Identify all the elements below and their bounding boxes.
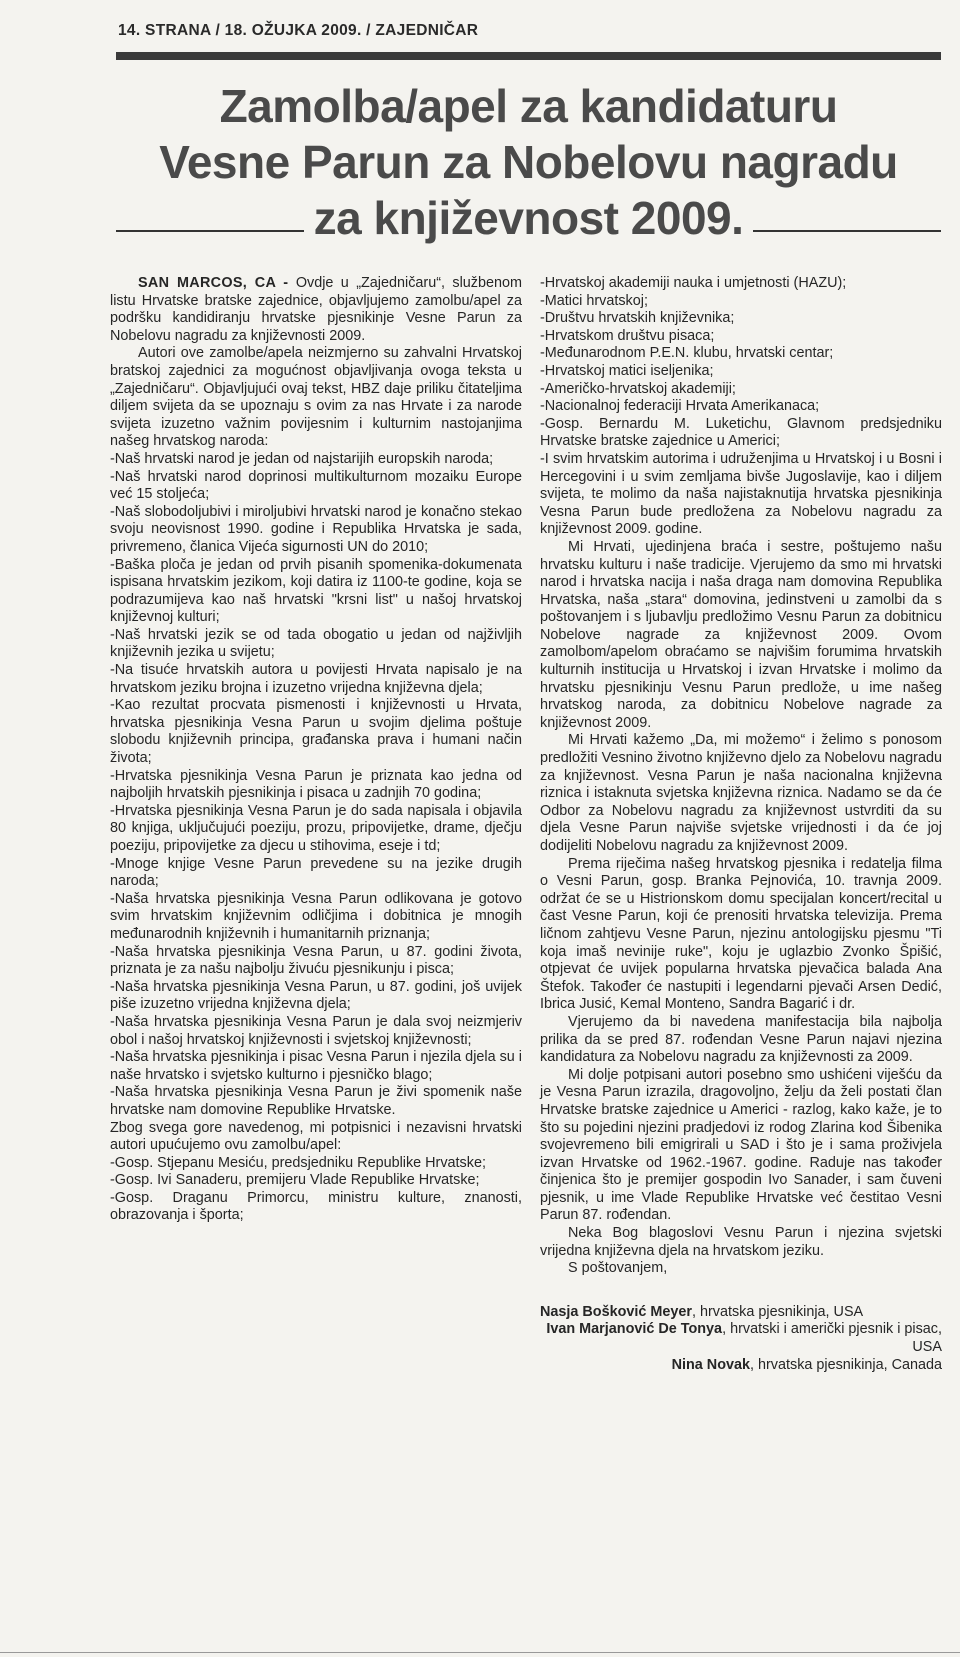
list-item: -Naša hrvatska pjesnikinja Vesna Parun je živi spomenik naše hrvatske nam domovine Republike Hrvatske. — [110, 1084, 522, 1118]
list-item: -Međunarodnom P.E.N. klubu, hrvatski centar; — [540, 345, 834, 362]
left-column — [110, 275, 522, 1225]
list-item: -Naš hrvatski narod doprinosi multikulturnom mozaiku Europe već 15 stoljeća; — [110, 468, 522, 503]
paragraph: SAN MARCOS, CA - Ovdje u „Zajedničaru“, službenom listu Hrvatske bratske zajednice, objavljujemo zamolbu/apel za podršku kandidiranju hrvatske pjesnikinje Vesne Parun za Nobelovu nagradu za književnosti 2009. — [110, 275, 522, 344]
list-item: -Nacionalnoj federaciji Hrvata Amerikanaca; — [540, 398, 820, 415]
list-item: -Naš hrvatski narod je jedan od najstarijih europskih naroda; — [110, 450, 494, 467]
paragraph: Zbog svega gore navedenog, mi potpisnici i nezavisni hrvatski autori upućujemo ovu zamolbu/apel: — [110, 1119, 522, 1154]
signatures — [540, 1304, 942, 1374]
signature-role: , hrvatska pjesnikinja, Canada — [750, 1356, 942, 1373]
paragraph: Autori ove zamolbe/apela neizmjerno su zahvalni Hrvatskoj bratskoj zajednici za mogućnost objavljivanja ovoga teksta u „Zajedničaru“. Objavljujući ovaj tekst, HBZ daje priliku čitateljima diljem svijeta da se upoznaju s ovim za nas Hrvate i za narode svijeta izuzetno važnim povijesnim i kulturnim nastojanjima našeg hrvatskog naroda: — [110, 345, 522, 450]
list-item: -Hrvatska pjesnikinja Vesna Parun je priznata kao jedna od najboljih hrvatskih pjesnikinja i pisaca u zadnjih 70 godina; — [110, 767, 522, 802]
signature — [540, 1321, 942, 1356]
list-item: -Na tisuće hrvatskih autora u povijesti Hrvata napisalo je na hrvatskom jeziku brojna i izuzetno vrijedna književna djela; — [110, 662, 522, 696]
list-item: -Gosp. Stjepanu Mesiću, predsjedniku Republike Hrvatske; — [110, 1154, 486, 1171]
list-item: -Mnoge knjige Vesne Parun prevedene su na jezike drugih naroda; — [110, 855, 522, 890]
list-item: -Kao rezultat procvata pismenosti i književnosti u Hrvata, hrvatska pjesnikinja Vesna Parun u svojim djelima poštuje slobodu književnih principa, građanska prava i humani način života; — [110, 697, 522, 767]
title-line-3: za književnost 2009. — [313, 192, 744, 244]
signature — [540, 1357, 942, 1375]
paragraph: Mi Hrvati kažemo „Da, mi možemo“ i želimo s ponosom predložiti Vesnino životno književno djelo za Nobelovu nagradu za književnost. Vesna Parun je naša nacionalna književna riznica i istaknuta svjetska književna riznica. Nadamo se da će Odbor za Nobelovu nagradu za književnost ustvrditi da su djela Vesne Parun najviše svjetske vrijednosti i da će joj dodijeliti Nobelovu nagradu za književnost 2009. — [540, 732, 942, 854]
closing: S poštovanjem, — [568, 1260, 668, 1277]
right-column — [540, 275, 942, 1374]
title-line-1: Zamolba/apel za kandidaturu — [219, 80, 838, 132]
list-item: -Hrvatskoj akademiji nauka i umjetnosti (HAZU); — [540, 275, 847, 291]
title-line-3-wrap — [116, 190, 941, 246]
list-item: -Gosp. Draganu Primorcu, ministru kulture, znanosti, obrazovanja i športa; — [110, 1189, 522, 1224]
signature-name: Nina Novak — [671, 1356, 751, 1373]
signature-role: , hrvatski i američki pjesnik i pisac, USA — [722, 1321, 942, 1356]
title-rule-left — [116, 230, 304, 232]
list-item: -Gosp. Bernardu M. Luketichu, Glavnom predsjedniku Hrvatske bratske zajednice u Americi; — [540, 415, 942, 450]
list-item: -Naš slobodoljubivi i miroljubivi hrvatski narod je konačno stekao svoju neovisnost 1990. godine i Republika Hrvatska je sada, privremeno, članica Vijeća sigurnosti UN do 2010; — [110, 503, 522, 555]
paragraph: Vjerujemo da bi navedena manifestacija bila najbolja prilika da se pred 87. rođendan Vesne Parun najavi njezina kandidatura za Nobelovu nagradu za književnosti za 2009. — [540, 1013, 942, 1066]
list-item: -Hrvatska pjesnikinja Vesna Parun je do sada napisala i objavila 80 knjiga, uključujući poeziju, prozu, pripovijetke, drame, dječju poeziju, pripovijetke za djecu u stihovima, eseje i td; — [110, 802, 522, 854]
page-header: 14. STRANA / 18. OŽUJKA 2009. / ZAJEDNIČAR — [118, 22, 479, 39]
paragraph: Prema riječima našeg hrvatskog pjesnika i redatelja filma o Vesni Parun, gosp. Branka Pejnovića, 10. travnja 2009. održat će se u Histrionskom domu specijalan koncert/recital u čast Vesne Parun, koji će prenositi hrvatska televizija. Prema ličnom zahtjevu Vesne Parun, njezinu antologijsku pjesmu "Ti koja imaš nevinije ruke", koju je uglazbio Zvonko Špišić, otpjevat će uvijek popularna hrvatska pjevačica balada Ana Štefok. Također će nastupiti i legendarni pjevači Arsen Dedić, Ibrica Jusić, Kemal Monteno, Sandra Bagarić i dr. — [540, 855, 942, 1013]
header-rule — [116, 52, 941, 60]
list-item: -Hrvatskom društvu pisaca; — [540, 327, 715, 344]
signature — [540, 1304, 942, 1322]
dateline: SAN MARCOS, CA - — [138, 275, 289, 291]
paragraph: Mi Hrvati, ujedinjena braća i sestre, poštujemo našu hrvatsku kulturu i naše tradicije. Vjerujemo da smo mi hrvatski narod i hrvatska nacija i naša draga nam domovina Republika Hrvatska, naša „stara“ domovina, jedinstveni u zamolbi da s poštovanjem i s ljubavlju predložimo Vesnu Parun za dobitnicu Nobelove nagrade za književnost 2009. Ovom zamolbom/apelom obraćamo se najvišim forumima hrvatskih kulturnih institucija u Hrvatskoj i izvan Hrvatske i molimo da hrvatsku pjesnikinju Vesnu Parun predlože, u ime našeg hrvatskog naroda, za dobitnicu Nobelove nagrade za književnost 2009. — [540, 538, 942, 731]
list-item: -Gosp. Ivi Sanaderu, premijeru Vlade Republike Hrvatske; — [110, 1172, 480, 1189]
list-item: -Naša hrvatska pjesnikinja i pisac Vesna Parun i njezila djela su i naše hrvatsko i svjetsko kulturno i pjesničko blago; — [110, 1049, 522, 1083]
list-item: -Naša hrvatska pjesnikinja Vesna Parun, u 87. godini života, priznata je za našu najbolju živuću pjesnikunju i pisca; — [110, 943, 522, 978]
signature-name: Ivan Marjanović De Tonya — [546, 1321, 723, 1338]
page-edge — [0, 1652, 960, 1653]
signature-name: Nasja Bošković Meyer — [540, 1303, 692, 1320]
signature-role: , hrvatska pjesnikinja, USA — [691, 1303, 864, 1320]
list-item: -Hrvatskoj matici iseljenika; — [540, 362, 714, 379]
title-line-2: Vesne Parun za Nobelovu nagradu — [159, 136, 898, 188]
title-rule-right — [753, 230, 941, 232]
list-item: -Baška ploča je jedan od prvih pisanih spomenika-dokumenata ispisana hrvatskim jezikom, koji datira iz 1100-te godine, koja se podrazumijeva kao naš hrvatski "krsni list" u našoj hrvatskoj književnoj kulturi; — [110, 556, 522, 626]
paragraph: Mi dolje potpisani autori posebno smo ushićeni viješću da je Vesna Parun izrazila, dragovoljno, želju da želi postati član Hrvatske bratske zajednice u Americi - razlog, kako kaže, je to što su pojedini njezini pradjedovi iz rodog Zlarina kod Šibenika svojevremeno bili emigrirali u SAD i što je i sama proživjela izvan Hrvatske od 1962.-1967. godine. Raduje nas također činjenica što je premijer gospodin Ivo Sanader, i sam čuveni pjesnik, u ime Vlade Republike Hrvatske već čestitao Vesni Parun 87. rođendan. — [540, 1066, 942, 1224]
list-item: -Društvu hrvatskih književnika; — [540, 310, 735, 327]
list-item: -Naša hrvatska pjesnikinja Vesna Parun je dala svoj neizmjeriv obol i našoj hrvatskoj književnosti i svjetskoj književnosti; — [110, 1013, 522, 1048]
paragraph: Neka Bog blagoslovi Vesnu Parun i njezina svjetski vrijedna književna djela na hrvatskom jeziku. — [540, 1225, 942, 1259]
article-title — [116, 78, 941, 246]
list-item: -Naša hrvatska pjesnikinja Vesna Parun odlikovana je gotovo svim hrvatskim književnim odličjima i dobitnica je mnogih međunarodnih književnih i humanitarnih priznanja; — [110, 890, 522, 942]
list-item: -Matici hrvatskoj; — [540, 292, 648, 309]
list-item: -Naša hrvatska pjesnikinja Vesna Parun, u 87. godini, još uvijek piše izuzetno vrijedna književna djela; — [110, 978, 522, 1013]
list-item: -I svim hrvatskim autorima i udruženjima u Hrvatskoj i u Bosni i Hercegovini i u svim zemljama bivše Jugoslavije, kao i diljem svijeta, te molimo da naša najistaknutija hrvatska pjesnikinja Vesna Parun bude predložena za Nobelovu nagradu za književnost 2009. godine. — [540, 450, 942, 538]
list-item: -Američko-hrvatskoj akademiji; — [540, 380, 736, 397]
list-item: -Naš hrvatski jezik se od tada obogatio u jedan od najživljih književnih jezika u svijetu; — [110, 626, 522, 661]
